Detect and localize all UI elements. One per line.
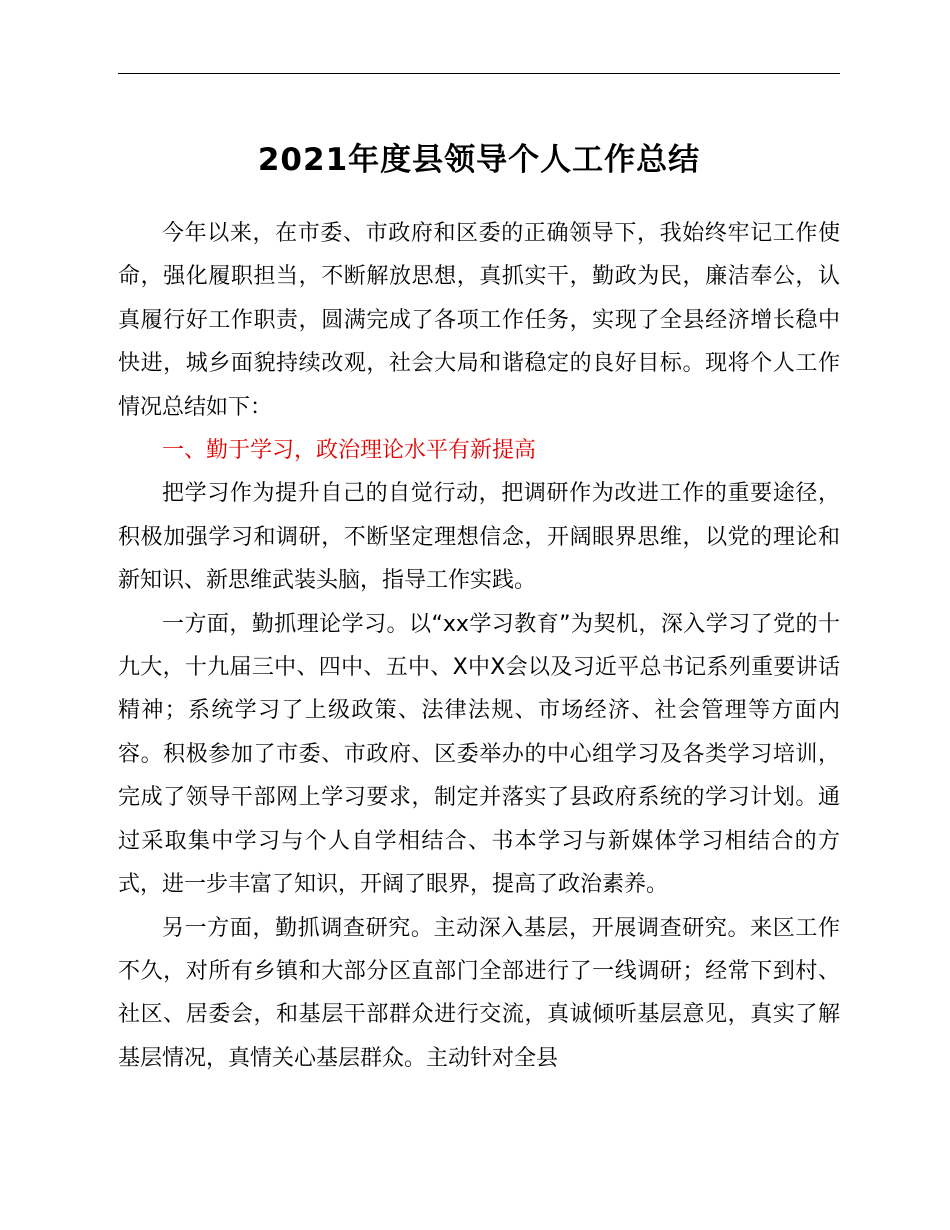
- intro-paragraph: 今年以来，在市委、市政府和区委的正确领导下，我始终牢记工作使命，强化履职担当，不断解放思想，真抓实干，勤政为民，廉洁奉公，认真履行好工作职责，圆满完成了各项工作任务，实现了全县经济增长稳中快进，城乡面貌持续改观，社会大局和谐稳定的良好目标。现将个人工作情况总结如下：: [118, 221, 840, 420]
- body-paragraph-2: 一方面，勤抓理论学习。以“xx学习教育”为契机，深入学习了党的十九大，十九届三中、四中、五中、X中X会以及习近平总书记系列重要讲话精神；系统学习了上级政策、法律法规、市场经济、社会管理等方面内容。积极参加了市委、市政府、区委举办的中心组学习及各类学习培训，完成了领导干部网上学习要求，制定并落实了县政府系统的学习计划。通过采取集中学习与个人自学相结合、书本学习与新媒体学习相结合的方式，进一步丰富了知识，开阔了眼界，提高了政治素养。: [118, 611, 840, 898]
- body-paragraph-1: 把学习作为提升自己的自觉行动，把调研作为改进工作的重要途径，积极加强学习和调研，不断坚定理想信念，开阔眼界思维，以党的理论和新知识、新思维武装头脑，指导工作实践。: [118, 481, 840, 594]
- document-title: 2021年度县领导个人工作总结: [257, 142, 701, 178]
- header-rule: [118, 73, 840, 74]
- section-heading-1: 一、勤于学习，政治理论水平有新提高: [162, 438, 537, 464]
- body-paragraph-3: 另一方面，勤抓调查研究。主动深入基层，开展调查研究。来区工作不久，对所有乡镇和大部分区直部门全部进行了一线调研；经常下到村、社区、居委会，和基层干部群众进行交流，真诚倾听基层意见，真实了解基层情况，真情关心基层群众。主动针对全县: [118, 915, 840, 1071]
- document-page: [118, 132, 840, 1080]
